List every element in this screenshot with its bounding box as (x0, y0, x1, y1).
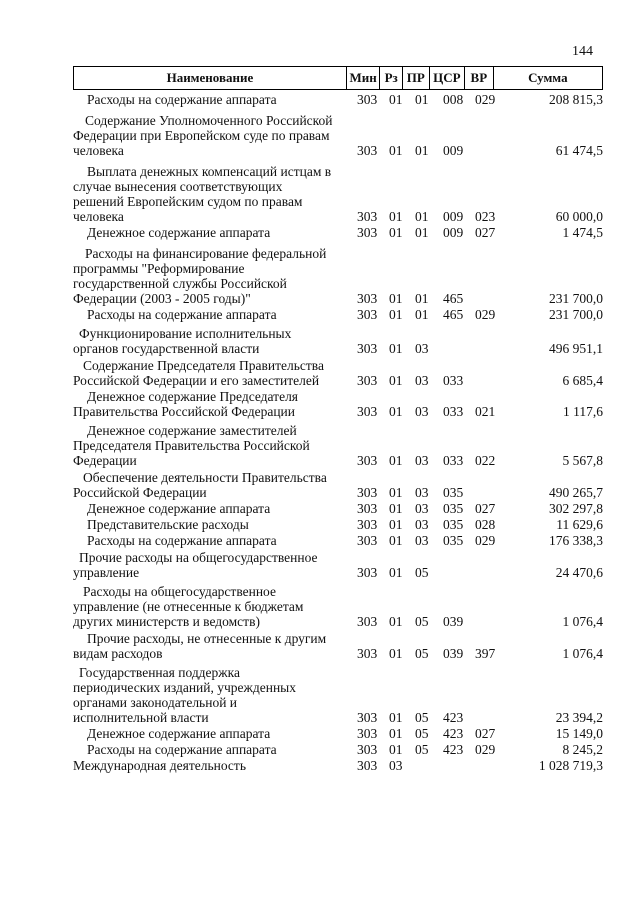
row-vr: 027 (475, 225, 496, 240)
row-min: 303 (357, 209, 378, 224)
row-csr: 009 (443, 225, 464, 240)
row-name-line: Федерации при Европейском суде по правам (73, 128, 330, 143)
row-min: 303 (357, 517, 378, 532)
row-name-line: Обеспечение деятельности Правительства (83, 470, 327, 485)
table-body (73, 92, 603, 773)
row-min: 303 (357, 501, 378, 516)
budget-table (73, 66, 603, 773)
row-name (73, 517, 349, 532)
row-name (73, 550, 349, 580)
table-row (73, 113, 603, 158)
row-name (73, 584, 349, 629)
row-rz: 01 (389, 726, 403, 741)
row-sum: 1 076,4 (562, 614, 603, 629)
row-name-line: государственной службы Российской (73, 276, 287, 291)
row-vr: 023 (475, 209, 496, 224)
table-row (73, 470, 603, 500)
row-name-line: Расходы на содержание аппарата (87, 533, 277, 548)
row-sum: 231 700,0 (549, 291, 603, 306)
row-name (73, 326, 349, 356)
row-name (73, 164, 349, 224)
row-min: 303 (357, 485, 378, 500)
row-name-line: Содержание Уполномоченного Российской (85, 113, 333, 128)
row-csr: 033 (443, 373, 464, 388)
row-name-line: исполнительной власти (73, 710, 209, 725)
row-rz: 01 (389, 614, 403, 629)
row-name-line: Выплата денежных компенсаций истцам в (87, 164, 332, 179)
row-name-line: Государственная поддержка (79, 665, 240, 680)
row-vr: 029 (475, 92, 496, 107)
row-name (73, 758, 349, 773)
row-name-line: Денежное содержание Председателя (87, 389, 299, 404)
row-name-line: Расходы на содержание аппарата (87, 307, 277, 322)
row-csr: 035 (443, 501, 464, 516)
row-csr: 035 (443, 517, 464, 532)
row-vr: 029 (475, 307, 496, 322)
row-min: 303 (357, 341, 378, 356)
row-name-line: Правительства Российской Федерации (73, 404, 295, 419)
table-row (73, 225, 603, 240)
row-vr: 022 (475, 453, 496, 468)
row-csr: 465 (443, 291, 464, 306)
row-name (73, 631, 349, 661)
row-name-line: решений Европейским судом по правам (73, 194, 303, 209)
row-sum: 61 474,5 (555, 143, 603, 158)
row-sum: 24 470,6 (555, 565, 603, 580)
table-row (73, 584, 603, 629)
row-name (73, 470, 349, 500)
table-row (73, 517, 603, 532)
row-csr: 423 (443, 742, 464, 757)
row-min: 303 (357, 92, 378, 107)
row-sum: 8 245,2 (562, 742, 603, 757)
row-name-line: других министерств и ведомств) (73, 614, 260, 629)
header-name: Наименование (74, 67, 347, 89)
row-name-line: Международная деятельность (73, 758, 246, 773)
row-vr: 397 (475, 646, 496, 661)
row-rz: 01 (389, 143, 403, 158)
row-rz: 01 (389, 453, 403, 468)
row-sum: 1 117,6 (563, 404, 603, 419)
row-csr: 033 (443, 404, 464, 419)
row-name-line: Расходы на финансирование федеральной (85, 246, 327, 261)
row-vr: 028 (475, 517, 496, 532)
row-min: 303 (357, 225, 378, 240)
table-row (73, 389, 603, 419)
row-rz: 03 (389, 758, 403, 773)
row-name (73, 225, 349, 240)
row-vr: 029 (475, 742, 496, 757)
row-name-line: Денежное содержание заместителей (87, 423, 297, 438)
row-name-line: человека (73, 209, 124, 224)
row-sum: 1 474,5 (562, 225, 603, 240)
row-name (73, 533, 349, 548)
row-rz: 01 (389, 501, 403, 516)
row-pr: 01 (415, 225, 429, 240)
row-min: 303 (357, 533, 378, 548)
row-name-line: Содержание Председателя Правительства (83, 358, 324, 373)
header-csr: ЦСР (430, 67, 465, 89)
row-name (73, 113, 349, 158)
row-rz: 01 (389, 533, 403, 548)
row-name-line: органами законодательной и (73, 695, 238, 710)
table-row (73, 758, 603, 773)
row-name-line: органов государственной власти (73, 341, 260, 356)
row-rz: 01 (389, 565, 403, 580)
row-pr: 03 (415, 485, 429, 500)
row-pr: 03 (415, 404, 429, 419)
row-name-line: Представительские расходы (87, 517, 249, 532)
row-csr: 039 (443, 646, 464, 661)
row-name (73, 423, 349, 468)
table-row (73, 246, 603, 306)
row-min: 303 (357, 565, 378, 580)
table-row (73, 326, 603, 356)
row-min: 303 (357, 143, 378, 158)
row-name (73, 358, 349, 388)
row-pr: 03 (415, 341, 429, 356)
row-name-line: Расходы на содержание аппарата (87, 92, 277, 107)
row-name-line: Функционирование исполнительных (79, 326, 292, 341)
table-row (73, 501, 603, 516)
row-sum: 6 685,4 (562, 373, 603, 388)
row-csr: 039 (443, 614, 464, 629)
row-csr: 033 (443, 453, 464, 468)
row-pr: 05 (415, 742, 429, 757)
header-min: Мин (347, 67, 381, 89)
row-min: 303 (357, 373, 378, 388)
row-sum: 490 265,7 (549, 485, 603, 500)
table-row (73, 631, 603, 661)
row-sum: 1 028 719,3 (538, 758, 603, 773)
row-vr: 029 (475, 533, 496, 548)
row-name-line: Председателя Правительства Российской (73, 438, 310, 453)
table-row (73, 742, 603, 757)
table-row (73, 533, 603, 548)
row-name-line: Российской Федерации и его заместителей (73, 373, 320, 388)
row-name-line: Денежное содержание аппарата (87, 225, 271, 240)
row-sum: 302 297,8 (549, 501, 603, 516)
row-rz: 01 (389, 517, 403, 532)
row-name-line: случае вынесения соответствующих (73, 179, 283, 194)
row-sum: 5 567,8 (562, 453, 603, 468)
row-rz: 01 (389, 646, 403, 661)
row-rz: 01 (389, 341, 403, 356)
row-name-line: Федерации (73, 453, 137, 468)
row-min: 303 (357, 614, 378, 629)
row-rz: 01 (389, 710, 403, 725)
row-min: 303 (357, 726, 378, 741)
row-pr: 05 (415, 726, 429, 741)
row-pr: 01 (415, 143, 429, 158)
row-name-line: периодических изданий, учрежденных (73, 680, 297, 695)
row-pr: 01 (415, 92, 429, 107)
table-row (73, 550, 603, 580)
row-name-line: управление (73, 565, 140, 580)
row-name-line: программы "Реформирование (73, 261, 245, 276)
row-sum: 231 700,0 (549, 307, 603, 322)
row-name-line: Расходы на общегосударственное (83, 584, 276, 599)
row-pr: 01 (415, 209, 429, 224)
row-min: 303 (357, 453, 378, 468)
row-sum: 15 149,0 (555, 726, 603, 741)
row-name-line: Расходы на содержание аппарата (87, 742, 277, 757)
row-min: 303 (357, 291, 378, 306)
row-pr: 03 (415, 501, 429, 516)
row-rz: 01 (389, 291, 403, 306)
row-min: 303 (357, 710, 378, 725)
row-rz: 01 (389, 742, 403, 757)
row-name-line: Прочие расходы, не отнесенные к другим (87, 631, 327, 646)
row-min: 303 (357, 307, 378, 322)
row-name (73, 665, 349, 725)
row-name (73, 92, 349, 107)
row-sum: 496 951,1 (549, 341, 603, 356)
row-vr: 021 (475, 404, 496, 419)
row-name-line: человека (73, 143, 124, 158)
header-vr: ВР (465, 67, 494, 89)
row-min: 303 (357, 758, 378, 773)
row-sum: 208 815,3 (549, 92, 603, 107)
row-min: 303 (357, 646, 378, 661)
row-csr: 423 (443, 710, 464, 725)
row-pr: 05 (415, 565, 429, 580)
row-pr: 01 (415, 307, 429, 322)
row-vr: 027 (475, 726, 496, 741)
row-rz: 01 (389, 209, 403, 224)
row-pr: 03 (415, 517, 429, 532)
row-name-line: Денежное содержание аппарата (87, 501, 271, 516)
row-pr: 03 (415, 373, 429, 388)
row-name (73, 389, 349, 419)
row-pr: 03 (415, 453, 429, 468)
table-row (73, 358, 603, 388)
row-csr: 009 (443, 209, 464, 224)
table-row (73, 423, 603, 468)
row-csr: 423 (443, 726, 464, 741)
row-sum: 23 394,2 (555, 710, 603, 725)
row-name (73, 742, 349, 757)
row-name-line: Федерации (2003 - 2005 годы)" (73, 291, 251, 306)
row-csr: 035 (443, 533, 464, 548)
row-vr: 027 (475, 501, 496, 516)
row-rz: 01 (389, 485, 403, 500)
row-min: 303 (357, 742, 378, 757)
row-name-line: Денежное содержание аппарата (87, 726, 271, 741)
row-name-line: видам расходов (73, 646, 163, 661)
table-row (73, 726, 603, 741)
row-name (73, 307, 349, 322)
row-rz: 01 (389, 92, 403, 107)
row-sum: 60 000,0 (555, 209, 603, 224)
row-name-line: Российской Федерации (73, 485, 207, 500)
row-pr: 01 (415, 291, 429, 306)
row-csr: 009 (443, 143, 464, 158)
table-row (73, 307, 603, 322)
row-sum: 11 629,6 (556, 517, 603, 532)
table-row (73, 164, 603, 224)
row-sum: 1 076,4 (562, 646, 603, 661)
row-rz: 01 (389, 404, 403, 419)
row-rz: 01 (389, 373, 403, 388)
row-pr: 05 (415, 646, 429, 661)
header-sum: Сумма (528, 70, 568, 85)
row-name (73, 501, 349, 516)
row-rz: 01 (389, 307, 403, 322)
row-name-line: управление (не отнесенные к бюджетам (73, 599, 304, 614)
row-csr: 008 (443, 92, 464, 107)
row-pr: 05 (415, 710, 429, 725)
header-rz: Рз (380, 67, 403, 89)
row-sum: 176 338,3 (549, 533, 603, 548)
header-pr: ПР (403, 67, 430, 89)
row-name (73, 246, 349, 306)
table-row (73, 665, 603, 725)
row-name-line: Прочие расходы на общегосударственное (79, 550, 318, 565)
table-header (73, 66, 603, 90)
row-min: 303 (357, 404, 378, 419)
row-csr: 035 (443, 485, 464, 500)
row-name (73, 726, 349, 741)
row-pr: 05 (415, 614, 429, 629)
row-pr: 03 (415, 533, 429, 548)
page-number: 144 (572, 44, 593, 59)
row-csr: 465 (443, 307, 464, 322)
row-rz: 01 (389, 225, 403, 240)
table-row (73, 92, 603, 107)
